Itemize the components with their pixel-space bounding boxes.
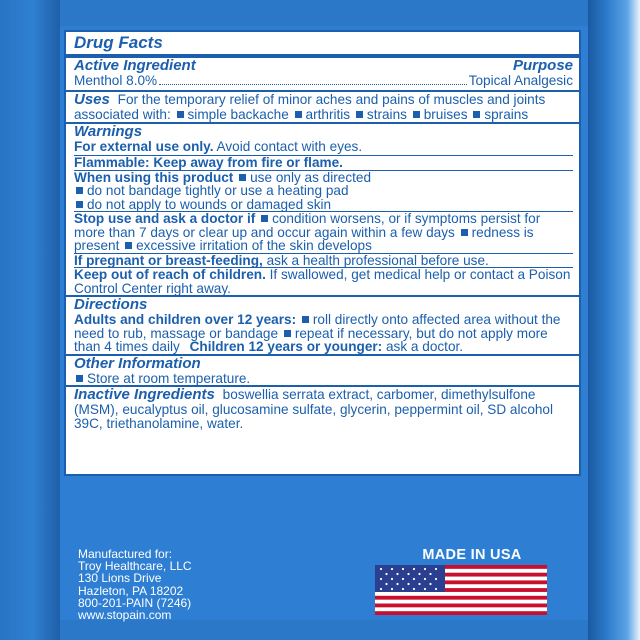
stop-use-item: condition worsens, or if symptoms persist for more than 7 days or clear up and occur again within a few days	[74, 211, 541, 240]
when-using-item: use only as directed	[250, 169, 372, 185]
when-using-item: do not bandage tightly or use a heating pad	[87, 183, 349, 198]
manufacturer-line: 130 Lions Drive	[78, 571, 162, 586]
bullet-icon	[125, 242, 132, 249]
manufacturer-line: www.stopain.com	[78, 608, 172, 623]
bullet-icon	[239, 174, 246, 181]
purpose-header: Purpose	[512, 57, 573, 74]
bullet-icon	[356, 111, 363, 118]
box-right-side	[588, 0, 640, 640]
external-use-warning: For external use only.	[74, 138, 214, 154]
pregnancy-text: ask a health professional before use.	[266, 252, 489, 268]
stop-use-item: excessive irritation of the skin develops	[136, 238, 372, 253]
bullet-icon	[284, 330, 291, 337]
adults-item: roll directly onto affected area without the need to rub, massage or bandage	[74, 312, 561, 341]
purpose: Topical Analgesic	[468, 73, 573, 88]
directions-section	[66, 297, 579, 354]
warnings-header: Warnings	[74, 122, 143, 140]
pregnancy-label: If pregnant or breast-feeding,	[74, 252, 263, 268]
active-ingredient-section	[66, 58, 579, 90]
active-ingredient-header: Active Ingredient	[74, 57, 196, 74]
when-using-item: do not apply to wounds or damaged skin	[87, 196, 332, 212]
children-warning	[66, 268, 579, 295]
manufacturer-line: Troy Healthcare, LLC	[78, 559, 192, 574]
box-bottom-edge	[60, 620, 588, 640]
inactive-ingredients-section	[66, 387, 579, 430]
use-item: bruises	[423, 107, 468, 122]
uses-section	[66, 92, 579, 122]
bullet-icon	[302, 316, 309, 323]
bullet-icon	[76, 375, 83, 382]
other-information-header: Other Information	[74, 354, 201, 372]
manufacturer-info	[78, 548, 278, 621]
children-directions-text: ask a doctor.	[386, 339, 464, 354]
manufacturer-line: Manufactured for:	[78, 547, 173, 561]
directions-header: Directions	[74, 296, 148, 313]
use-item: simple backache	[187, 107, 289, 122]
made-in-usa-label: MADE IN USA	[422, 547, 522, 563]
children-label: Keep out of reach of children.	[74, 267, 266, 282]
when-using-section	[66, 171, 579, 212]
manufacturer-line: Hazleton, PA 18202	[78, 583, 184, 598]
drug-facts-title: Drug Facts	[74, 33, 163, 52]
bullet-icon	[261, 215, 268, 222]
bullet-icon	[473, 111, 480, 118]
bullet-icon	[461, 229, 468, 236]
drug-facts-panel	[64, 30, 581, 476]
uses-lead: For the temporary relief of minor aches and pains of muscles and joints associated with:	[74, 92, 546, 122]
storage-item: Store at room temperature.	[87, 370, 251, 386]
when-using-label: When using this product	[74, 169, 234, 185]
children-directions-label: Children 12 years or younger:	[189, 339, 383, 354]
inactive-ingredients-header: Inactive Ingredients	[74, 386, 215, 403]
bullet-icon	[76, 187, 83, 194]
children-text: If swallowed, get medical help or contact a Poison Control Center right away.	[74, 267, 571, 296]
bullet-icon	[76, 201, 83, 208]
uses-header: Uses	[74, 91, 110, 108]
stop-use-item: redness is present	[74, 224, 534, 253]
pregnancy-warning	[66, 254, 579, 268]
stop-use-section	[66, 212, 579, 253]
adults-label: Adults and children over 12 years:	[74, 312, 297, 327]
external-use-text: Avoid contact with eyes.	[216, 138, 363, 154]
box-left-side	[0, 0, 60, 640]
bullet-icon	[177, 111, 184, 118]
box-top-edge	[60, 0, 588, 26]
use-item: sprains	[484, 107, 529, 122]
adults-item: repeat if necessary, but do not apply more than 4 times daily	[74, 325, 548, 354]
use-item: arthritis	[305, 107, 351, 122]
use-item: strains	[366, 107, 407, 122]
manufacturer-line: 800-201-PAIN (7246)	[78, 595, 192, 610]
inactive-ingredients-text: boswellia serrata extract, carbomer, dimethylsulfone (MSM), eucalyptus oil, glucosamine sulfate, glycerin, peppermint oil, SD alcohol 39C, triethanolamine, water.	[74, 387, 554, 431]
us-flag-icon	[375, 565, 547, 615]
bullet-icon	[413, 111, 420, 118]
flammable-warning: Flammable: Keep away from fire or flame.	[74, 155, 343, 170]
stop-use-label: Stop use and ask a doctor if	[74, 211, 256, 226]
bullet-icon	[295, 111, 302, 118]
warnings-section	[66, 124, 579, 156]
active-ingredient: Menthol 8.0%	[74, 73, 158, 88]
other-information-section	[66, 356, 579, 386]
